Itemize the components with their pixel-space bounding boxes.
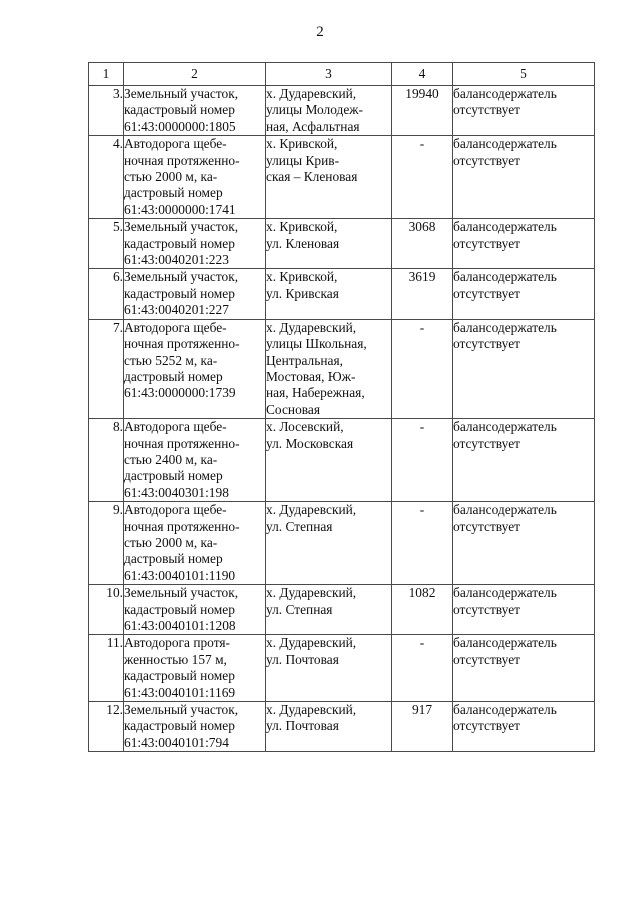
area-cell: 3068: [392, 219, 453, 269]
balance-holder-cell: [453, 219, 595, 269]
table-row: [89, 319, 595, 418]
object-name-cell-line: 61:43:0040101:1169: [124, 684, 236, 700]
object-name-cell: [124, 86, 266, 136]
balance-holder-cell-line: балансодержатель: [453, 269, 557, 285]
object-name-cell-line: стью 2400 м, ка-: [124, 451, 218, 467]
table-row: [89, 219, 595, 269]
address-cell-line: улицы Молодеж-: [266, 102, 364, 118]
balance-holder-cell: [453, 502, 595, 585]
column-header-4: 4: [392, 63, 453, 86]
row-number-cell: 9.: [89, 502, 124, 585]
address-cell-line: х. Кривской,: [266, 219, 338, 235]
area-cell: -: [392, 419, 453, 502]
balance-holder-cell-line: отсутствует: [453, 285, 520, 301]
address-cell: [266, 219, 392, 269]
row-number-cell: 11.: [89, 635, 124, 702]
balance-holder-cell-line: отсутствует: [453, 518, 520, 534]
address-cell: [266, 585, 392, 635]
object-name-cell-line: кадастровый номер: [124, 668, 235, 684]
address-cell-line: улицы Крив-: [266, 152, 340, 168]
address-cell-line: Мостовая, Юж-: [266, 368, 356, 384]
object-name-cell-line: кадастровый номер: [124, 235, 235, 251]
table-header-row: [89, 63, 595, 86]
address-cell-line: х. Кривской,: [266, 269, 338, 285]
balance-holder-cell-line: балансодержатель: [453, 502, 557, 518]
balance-holder-cell-line: отсутствует: [453, 235, 520, 251]
table-row: [89, 702, 595, 752]
address-cell-line: х. Кривской,: [266, 136, 338, 152]
object-name-cell-line: дастровый номер: [124, 185, 223, 201]
balance-holder-cell-line: отсутствует: [453, 651, 520, 667]
address-cell: [266, 319, 392, 418]
table-row: [89, 635, 595, 702]
page-number: 2: [316, 24, 324, 40]
area-cell: 19940: [392, 86, 453, 136]
address-cell-line: ул. Московская: [266, 435, 354, 451]
address-cell-line: ул. Степная: [266, 518, 333, 534]
area-cell: -: [392, 319, 453, 418]
object-name-cell-line: 61:43:0040101:1190: [124, 567, 236, 583]
column-header-5: 5: [453, 63, 595, 86]
balance-holder-cell-line: отсутствует: [453, 152, 520, 168]
table-row: [89, 269, 595, 319]
address-cell-line: улицы Школьная,: [266, 336, 367, 352]
balance-holder-cell-line: отсутствует: [453, 435, 520, 451]
row-number-cell: 6.: [89, 269, 124, 319]
balance-holder-cell-line: балансодержатель: [453, 86, 557, 101]
area-cell: 3619: [392, 269, 453, 319]
address-cell-line: ная, Набережная,: [266, 385, 365, 401]
table-body: [89, 86, 595, 752]
object-name-cell: [124, 136, 266, 219]
object-name-cell-line: дастровый номер: [124, 468, 223, 484]
area-cell: -: [392, 136, 453, 219]
address-cell-line: ул. Почтовая: [266, 718, 339, 734]
object-name-cell-line: 61:43:0000000:1739: [124, 385, 236, 401]
object-name-cell-line: Автодорога протя-: [124, 635, 230, 651]
balance-holder-cell-line: отсутствует: [453, 102, 520, 118]
address-cell-line: х. Дударевский,: [266, 502, 357, 518]
row-number-cell: 10.: [89, 585, 124, 635]
object-name-cell-line: стью 5252 м, ка-: [124, 352, 218, 368]
address-cell-line: ул. Степная: [266, 601, 333, 617]
address-cell: [266, 269, 392, 319]
property-table: [88, 62, 595, 752]
object-name-cell-line: дастровый номер: [124, 368, 223, 384]
object-name-cell-line: 61:43:0040301:198: [124, 484, 229, 500]
address-cell-line: х. Дударевский,: [266, 702, 357, 718]
object-name-cell-line: Земельный участок,: [124, 269, 239, 285]
area-cell: 1082: [392, 585, 453, 635]
address-cell: [266, 136, 392, 219]
balance-holder-cell: [453, 269, 595, 319]
table-row: [89, 136, 595, 219]
row-number-cell: 4.: [89, 136, 124, 219]
table-row: [89, 86, 595, 136]
balance-holder-cell: [453, 702, 595, 752]
object-name-cell: [124, 269, 266, 319]
row-number-cell: 7.: [89, 319, 124, 418]
address-cell-line: х. Дударевский,: [266, 585, 357, 601]
balance-holder-cell-line: отсутствует: [453, 601, 520, 617]
table-row: [89, 502, 595, 585]
balance-holder-cell: [453, 86, 595, 136]
address-cell-line: ская – Кленовая: [266, 169, 358, 185]
object-name-cell-line: 61:43:0040201:227: [124, 302, 229, 318]
object-name-cell: [124, 419, 266, 502]
column-header-3: 3: [266, 63, 392, 86]
object-name-cell-line: Автодорога щебе-: [124, 136, 227, 152]
balance-holder-cell-line: балансодержатель: [453, 702, 557, 718]
area-cell: 917: [392, 702, 453, 752]
column-header-2: 2: [124, 63, 266, 86]
balance-holder-cell-line: балансодержатель: [453, 635, 557, 651]
object-name-cell-line: Автодорога щебе-: [124, 502, 227, 518]
object-name-cell-line: 61:43:0040101:1208: [124, 618, 236, 633]
object-name-cell-line: Земельный участок,: [124, 702, 239, 718]
object-name-cell: [124, 585, 266, 635]
address-cell-line: х. Лосевский,: [266, 419, 344, 435]
object-name-cell-line: дастровый номер: [124, 551, 223, 567]
balance-holder-cell-line: балансодержатель: [453, 219, 557, 235]
object-name-cell-line: Автодорога щебе-: [124, 319, 227, 335]
balance-holder-cell-line: балансодержатель: [453, 319, 557, 335]
object-name-cell-line: ночная протяженно-: [124, 435, 240, 451]
object-name-cell: [124, 219, 266, 269]
object-name-cell-line: 61:43:0000000:1805: [124, 118, 236, 134]
address-cell: [266, 419, 392, 502]
row-number-cell: 5.: [89, 219, 124, 269]
object-name-cell-line: стью 2000 м, ка-: [124, 169, 218, 185]
object-name-cell: [124, 319, 266, 418]
address-cell: [266, 502, 392, 585]
object-name-cell-line: 61:43:0040201:223: [124, 252, 229, 268]
address-cell-line: ул. Кленовая: [266, 235, 340, 251]
object-name-cell-line: кадастровый номер: [124, 102, 235, 118]
row-number-cell: 12.: [89, 702, 124, 752]
object-name-cell-line: ночная протяженно-: [124, 152, 240, 168]
balance-holder-cell: [453, 419, 595, 502]
table-row: [89, 419, 595, 502]
row-number-cell: 3.: [89, 86, 124, 136]
balance-holder-cell-line: отсутствует: [453, 718, 520, 734]
object-name-cell: [124, 502, 266, 585]
object-name-cell: [124, 635, 266, 702]
address-cell: [266, 635, 392, 702]
object-name-cell-line: Земельный участок,: [124, 219, 239, 235]
object-name-cell-line: стью 2000 м, ка-: [124, 534, 218, 550]
address-cell: [266, 702, 392, 752]
address-cell-line: х. Дударевский,: [266, 635, 357, 651]
column-header-1: 1: [89, 63, 124, 86]
object-name-cell-line: ночная протяженно-: [124, 336, 240, 352]
address-cell-line: ная, Асфальтная: [266, 118, 360, 134]
object-name-cell: [124, 702, 266, 752]
address-cell-line: Сосновая: [266, 401, 321, 417]
object-name-cell-line: женностью 157 м,: [124, 651, 227, 667]
balance-holder-cell: [453, 635, 595, 702]
object-name-cell-line: кадастровый номер: [124, 285, 235, 301]
address-cell-line: ул. Почтовая: [266, 651, 339, 667]
object-name-cell-line: кадастровый номер: [124, 718, 235, 734]
object-name-cell-line: Земельный участок,: [124, 585, 239, 601]
balance-holder-cell-line: балансодержатель: [453, 136, 557, 152]
area-cell: -: [392, 502, 453, 585]
balance-holder-cell-line: балансодержатель: [453, 585, 557, 601]
object-name-cell-line: Земельный участок,: [124, 86, 239, 101]
address-cell-line: ул. Кривская: [266, 285, 339, 301]
address-cell-line: х. Дударевский,: [266, 319, 357, 335]
table-row: [89, 585, 595, 635]
balance-holder-cell: [453, 585, 595, 635]
object-name-cell-line: Автодорога щебе-: [124, 419, 227, 435]
balance-holder-cell: [453, 319, 595, 418]
object-name-cell-line: кадастровый номер: [124, 601, 235, 617]
balance-holder-cell: [453, 136, 595, 219]
balance-holder-cell-line: отсутствует: [453, 336, 520, 352]
object-name-cell-line: ночная протяженно-: [124, 518, 240, 534]
address-cell: [266, 86, 392, 136]
balance-holder-cell-line: балансодержатель: [453, 419, 557, 435]
address-cell-line: Центральная,: [266, 352, 343, 368]
object-name-cell-line: 61:43:0040101:794: [124, 734, 229, 750]
area-cell: -: [392, 635, 453, 702]
row-number-cell: 8.: [89, 419, 124, 502]
address-cell-line: х. Дударевский,: [266, 86, 357, 101]
object-name-cell-line: 61:43:0000000:1741: [124, 201, 236, 217]
